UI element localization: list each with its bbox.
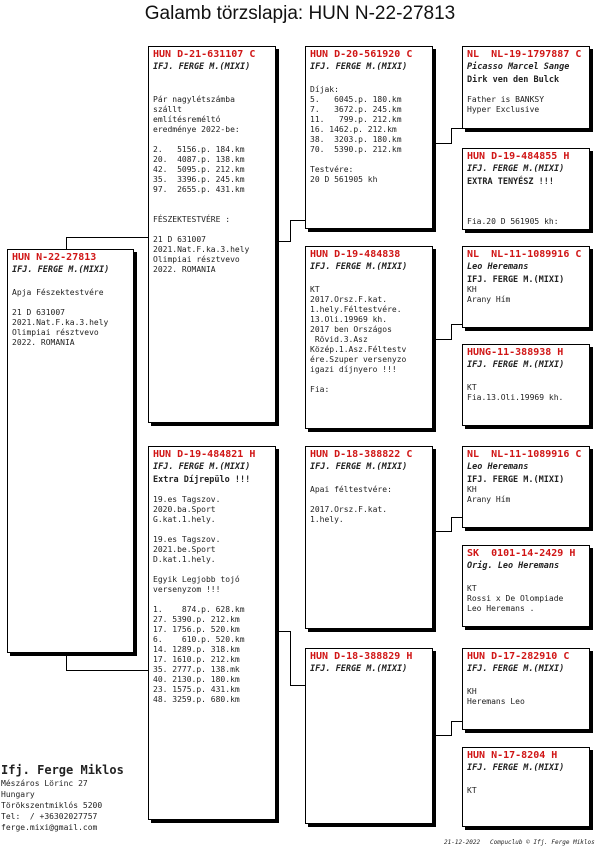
ring-number: HUN D-21-631107 C bbox=[153, 49, 256, 60]
note-line bbox=[153, 225, 271, 235]
note-line: Közép.1.Asz.Féltestv bbox=[310, 345, 407, 354]
note-line: KH bbox=[467, 285, 477, 294]
pigeon-notes bbox=[467, 677, 585, 707]
note-line bbox=[153, 525, 271, 535]
note-line: 2022. ROMANIA bbox=[12, 338, 75, 347]
note-line bbox=[467, 677, 585, 687]
owner-name: IFJ. FERGE M.(MIXI) bbox=[467, 164, 565, 174]
owner-name: Orig. Leo Heremans bbox=[467, 561, 560, 571]
pigeon-notes bbox=[467, 373, 585, 403]
note-line bbox=[153, 135, 271, 145]
owner-name: IFJ. FERGE M.(MIXI) bbox=[467, 763, 565, 773]
pigeon-notes bbox=[467, 776, 585, 796]
note-line bbox=[310, 75, 428, 85]
note-line: Heremans Leo bbox=[467, 697, 525, 706]
ring-number: HUN D-19-484838 bbox=[310, 249, 401, 260]
footer-date: 21-12-2022 bbox=[444, 839, 481, 846]
note-line bbox=[467, 207, 585, 217]
pigeon-card-dam-sire[interactable] bbox=[305, 446, 433, 629]
note-line: KH bbox=[467, 485, 477, 494]
pigeon-notes bbox=[12, 278, 129, 348]
pigeon-notes bbox=[310, 475, 428, 525]
ring-number: HUN D-20-561920 C bbox=[310, 49, 413, 60]
note-line: 38. 3203.p. 180.km bbox=[310, 135, 402, 144]
note-line bbox=[467, 574, 585, 584]
note-line: 2017.Orsz.F.kat. bbox=[310, 505, 388, 514]
note-line: 14. 1289.p. 318.km bbox=[153, 645, 240, 654]
connector-line bbox=[278, 631, 290, 632]
note-line bbox=[153, 195, 271, 205]
note-line: Fia.13.Oli.19969 kh. bbox=[467, 393, 564, 402]
note-line: 2022. ROMANIA bbox=[153, 265, 216, 274]
note-line: Arany Hím bbox=[467, 495, 511, 504]
note-line: Testvére: bbox=[310, 165, 354, 174]
connector-line bbox=[66, 237, 67, 249]
pigeon-notes bbox=[153, 485, 271, 705]
owner-name: IFJ. FERGE M.(MIXI) bbox=[467, 360, 565, 370]
connector-line bbox=[434, 735, 451, 736]
breeder-city: Törökszentmiklós 5200 bbox=[1, 801, 103, 810]
note-line: Rossi x De Olompiade bbox=[467, 594, 564, 603]
note-line bbox=[310, 375, 428, 385]
owner-name: IFJ. FERGE M.(MIXI) bbox=[310, 462, 408, 472]
note-line: említésreméltó bbox=[153, 115, 221, 124]
note-line: 17. 1610.p. 212.km bbox=[153, 655, 240, 664]
footer-credit: Compuclub © Ifj. Ferge Miklos bbox=[490, 839, 595, 846]
pigeon-card-sss[interactable] bbox=[462, 46, 590, 129]
note-line: ére.Szuper versenyzo bbox=[310, 355, 407, 364]
pigeon-notes bbox=[310, 75, 428, 185]
note-line: 13.Oli.19969 kh. bbox=[310, 315, 388, 324]
note-line: 1.hely. bbox=[310, 515, 344, 524]
note-line bbox=[310, 275, 428, 285]
owner-name: IFJ. FERGE M.(MIXI) bbox=[310, 664, 408, 674]
ring-number: HUN D-19-484821 H bbox=[153, 449, 256, 460]
pigeon-highlight: IFJ. FERGE M.(MIXI) bbox=[467, 475, 565, 485]
ring-number: SK 0101-14-2429 H bbox=[467, 548, 576, 559]
connector-line bbox=[290, 685, 306, 686]
pigeon-card-main[interactable] bbox=[7, 249, 134, 653]
breeder-name: Ifj. Ferge Miklos bbox=[1, 763, 124, 777]
breeder-country: Hungary bbox=[1, 790, 35, 799]
owner-name: IFJ. FERGE M.(MIXI) bbox=[310, 262, 408, 272]
connector-line bbox=[290, 631, 291, 685]
note-line bbox=[467, 187, 585, 197]
note-line: KT bbox=[467, 584, 477, 593]
connector-line bbox=[451, 324, 452, 340]
pigeon-notes bbox=[467, 187, 585, 227]
note-line: 23. 1575.p. 431.km bbox=[153, 685, 240, 694]
connector-line bbox=[434, 339, 451, 340]
ring-number: HUNG-11-388938 H bbox=[467, 347, 564, 358]
note-line: 21 D 631007 bbox=[12, 308, 65, 317]
note-line: Arany Hím bbox=[467, 295, 511, 304]
pigeon-card-sire-dam[interactable] bbox=[305, 246, 433, 429]
note-line bbox=[310, 155, 428, 165]
note-line: 2017.Orsz.F.kat. bbox=[310, 295, 388, 304]
note-line: 20 D 561905 kh bbox=[310, 175, 378, 184]
note-line: 19.es Tagszov. bbox=[153, 495, 221, 504]
note-line: Apai féltestvére: bbox=[310, 485, 392, 494]
note-line bbox=[467, 197, 585, 207]
note-line: KT bbox=[467, 383, 477, 392]
note-line: Leo Heremans . bbox=[467, 604, 535, 613]
connector-line bbox=[434, 531, 451, 532]
connector-line bbox=[66, 237, 149, 238]
note-line: Olimpiai résztvevo bbox=[12, 328, 99, 337]
owner-name: IFJ. FERGE M.(MIXI) bbox=[467, 664, 565, 674]
note-line: Apja Fészektestvére bbox=[12, 288, 104, 297]
note-line: 2021.Nat.F.ka.3.hely bbox=[12, 318, 109, 327]
pigeon-highlight: IFJ. FERGE M.(MIXI) bbox=[467, 275, 565, 285]
connector-line bbox=[66, 670, 149, 671]
owner-name: Leo Heremans bbox=[467, 262, 529, 272]
note-line bbox=[12, 298, 129, 308]
connector-line bbox=[434, 143, 451, 144]
note-line: 35. 2777.p. 138.mk bbox=[153, 665, 240, 674]
owner-name: IFJ. FERGE M.(MIXI) bbox=[153, 462, 251, 472]
ring-number: NL NL-11-1089916 C bbox=[467, 449, 582, 460]
note-line bbox=[467, 776, 585, 786]
note-line: D.kat.1.hely. bbox=[153, 555, 216, 564]
note-line bbox=[467, 373, 585, 383]
pigeon-card-dam[interactable] bbox=[148, 446, 276, 820]
note-line: Rövid.3.Asz bbox=[310, 335, 368, 344]
note-line: 2. 5156.p. 184.km bbox=[153, 145, 245, 154]
pigeon-notes bbox=[467, 485, 585, 505]
pigeon-card-dds[interactable] bbox=[462, 648, 590, 730]
note-line: 6. 610.p. 520.km bbox=[153, 635, 245, 644]
note-line: Hyper Exclusive bbox=[467, 105, 540, 114]
note-line: Egyik Legjobb tojó bbox=[153, 575, 240, 584]
pigeon-highlight: Dirk ven den Bulck bbox=[467, 75, 560, 85]
note-line: 21 D 631007 bbox=[153, 235, 206, 244]
pigeon-card-ddd[interactable] bbox=[462, 747, 590, 827]
page-title: Galamb törzslapja: HUN N-22-27813 bbox=[144, 3, 456, 24]
note-line: Olimpiai résztvevo bbox=[153, 255, 240, 264]
note-line: 40. 2130.p. 180.km bbox=[153, 675, 240, 684]
note-line: 1.hely.Féltestvére. bbox=[310, 305, 402, 314]
note-line: 20. 4087.p. 138.km bbox=[153, 155, 245, 164]
connector-line bbox=[66, 654, 67, 670]
ring-number: HUN D-18-388829 H bbox=[310, 651, 413, 662]
pigeon-card-sire-sire[interactable] bbox=[305, 46, 433, 229]
connector-line bbox=[451, 128, 452, 144]
note-line: 2021.be.Sport bbox=[153, 545, 216, 554]
ring-number: HUN D-17-282910 C bbox=[467, 651, 570, 662]
note-line bbox=[153, 485, 271, 495]
pigeon-highlight: EXTRA TENYÉSZ !!! bbox=[467, 177, 554, 187]
note-line: 2020.ba.Sport bbox=[153, 505, 216, 514]
pigeon-card-sdd[interactable] bbox=[462, 344, 590, 426]
owner-name: IFJ. FERGE M.(MIXI) bbox=[310, 62, 408, 72]
connector-line bbox=[290, 220, 291, 242]
ring-number: HUN N-17-8204 H bbox=[467, 750, 558, 761]
ring-number: HUN D-19-484855 H bbox=[467, 151, 570, 162]
note-line: 17. 1756.p. 520.km bbox=[153, 625, 240, 634]
owner-name: IFJ. FERGE M.(MIXI) bbox=[153, 62, 251, 72]
pigeon-notes bbox=[310, 275, 428, 395]
breeder-email[interactable]: ferge.mixi@gmail.com bbox=[1, 823, 98, 832]
pigeon-card-dam-dam[interactable] bbox=[305, 648, 433, 824]
pigeon-card-dss[interactable] bbox=[462, 446, 590, 528]
ring-number: HUN N-22-27813 bbox=[12, 252, 97, 263]
note-line bbox=[12, 278, 129, 288]
pigeon-card-dsd[interactable] bbox=[462, 545, 590, 627]
owner-name: IFJ. FERGE M.(MIXI) bbox=[12, 265, 110, 275]
ring-number: NL NL-19-1797887 C bbox=[467, 49, 582, 60]
note-line: Pár nagylétszámba bbox=[153, 95, 235, 104]
note-line: Fia.20 D 561905 kh: bbox=[467, 217, 559, 226]
note-line: versenyzom !!! bbox=[153, 585, 221, 594]
note-line bbox=[153, 85, 271, 95]
note-line: KT bbox=[310, 285, 320, 294]
note-line: 5. 6045.p. 180.km bbox=[310, 95, 402, 104]
note-line: 48. 3259.p. 680.km bbox=[153, 695, 240, 704]
note-line bbox=[310, 475, 428, 485]
note-line: G.kat.1.hely. bbox=[153, 515, 216, 524]
pigeon-notes bbox=[153, 75, 271, 275]
note-line bbox=[153, 595, 271, 605]
ring-number: NL NL-11-1089916 C bbox=[467, 249, 582, 260]
note-line: 2021.Nat.F.ka.3.hely bbox=[153, 245, 250, 254]
ring-number: HUN D-18-388822 C bbox=[310, 449, 413, 460]
pigeon-notes bbox=[467, 85, 585, 115]
note-line: KT bbox=[467, 786, 477, 795]
connector-line bbox=[451, 517, 452, 532]
note-line bbox=[153, 565, 271, 575]
note-line: Father is BANKSY bbox=[467, 95, 545, 104]
note-line: 11. 799.p. 212.km bbox=[310, 115, 402, 124]
connector-line bbox=[451, 721, 452, 736]
note-line: igazi díjnyero !!! bbox=[310, 365, 397, 374]
note-line: 2017 ben Országos bbox=[310, 325, 392, 334]
breeder-phone: Tel: / +36302027757 bbox=[1, 812, 98, 821]
pigeon-highlight: Extra Díjrepülo !!! bbox=[153, 475, 251, 485]
note-line: 42. 5095.p. 212.km bbox=[153, 165, 245, 174]
pigeon-card-ssd[interactable] bbox=[462, 148, 590, 230]
pigeon-notes bbox=[467, 285, 585, 305]
owner-name: Leo Heremans bbox=[467, 462, 529, 472]
breeder-address: Mészáros Lörinc 27 bbox=[1, 779, 88, 788]
connector-line bbox=[278, 241, 290, 242]
note-line: 27. 5390.p. 212.km bbox=[153, 615, 240, 624]
note-line bbox=[310, 495, 428, 505]
pigeon-card-sds[interactable] bbox=[462, 246, 590, 328]
owner-name: Picasso Marcel Sange bbox=[467, 62, 570, 72]
note-line: eredménye 2022-be: bbox=[153, 125, 240, 134]
note-line: 19.es Tagszov. bbox=[153, 535, 221, 544]
note-line bbox=[153, 75, 271, 85]
pigeon-notes bbox=[467, 574, 585, 614]
note-line: KH bbox=[467, 687, 477, 696]
note-line: 35. 3396.p. 245.km bbox=[153, 175, 245, 184]
note-line: 16. 1462.p. 212.km bbox=[310, 125, 397, 134]
connector-line bbox=[290, 220, 306, 221]
note-line: Fia: bbox=[310, 385, 330, 394]
note-line: 97. 2655.p. 431.km bbox=[153, 185, 245, 194]
pigeon-card-sire[interactable] bbox=[148, 46, 276, 423]
note-line: 1. 874.p. 628.km bbox=[153, 605, 245, 614]
note-line: 70. 5390.p. 212.km bbox=[310, 145, 402, 154]
note-line: Díjak: bbox=[310, 85, 339, 94]
note-line: FÉSZEKTESTVÉRE : bbox=[153, 215, 231, 224]
breeder-info bbox=[1, 762, 124, 833]
note-line bbox=[153, 205, 271, 215]
note-line bbox=[467, 85, 585, 95]
note-line: szállt bbox=[153, 105, 182, 114]
note-line: 7. 3672.p. 245.km bbox=[310, 105, 402, 114]
